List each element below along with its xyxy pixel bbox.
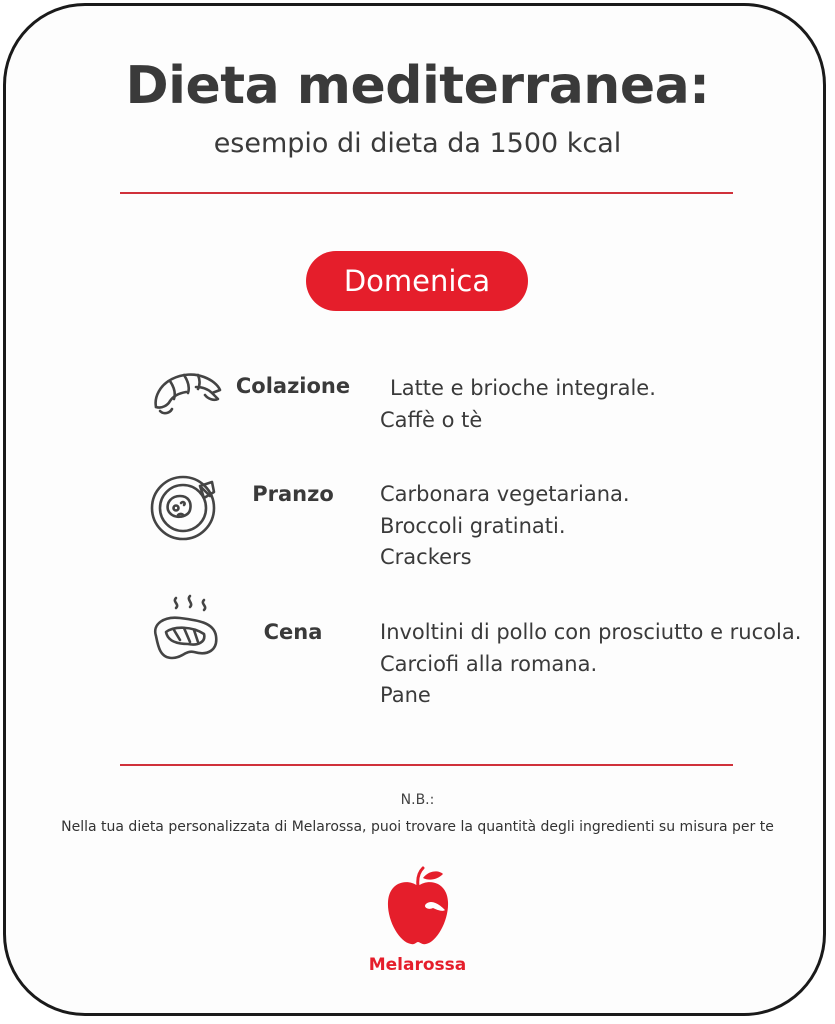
meal-item: Crackers <box>380 545 472 569</box>
meal-item: Carbonara vegetariana. <box>380 482 630 506</box>
page-title: Dieta mediterranea: <box>125 56 710 116</box>
croissant-icon <box>150 355 224 429</box>
meal-label-pranzo: Pranzo <box>252 482 334 506</box>
meal-item: Broccoli gratinati. <box>380 513 566 538</box>
meal-items-pranzo <box>380 479 630 574</box>
meal-item: Carciofi alla romana. <box>380 651 598 676</box>
top-divider <box>120 192 733 194</box>
page-subtitle: esempio di dieta da 1500 kcal <box>213 128 622 159</box>
meal-item: Caffè o tè <box>380 407 483 432</box>
meal-item: Pane <box>380 683 431 707</box>
steak-icon <box>148 592 222 666</box>
meal-label-colazione: Colazione <box>235 374 351 398</box>
plate-icon <box>148 470 222 544</box>
apple-logo-icon <box>385 866 451 948</box>
bottom-divider <box>120 764 733 766</box>
note-title: N.B.: <box>400 792 435 808</box>
day-badge: Domenica <box>306 251 528 311</box>
meal-item: Latte e brioche integrale. <box>390 376 656 400</box>
meal-label-cena: Cena <box>263 620 323 644</box>
meal-items-colazione <box>380 373 656 436</box>
brand-name: Melarossa <box>368 955 467 975</box>
meal-item: Involtini di pollo con prosciutto e rucola. <box>380 620 802 644</box>
meal-items-cena <box>380 617 801 712</box>
note-text: Nella tua dieta personalizzata di Melarossa, puoi trovare la quantità degli ingredienti su misura per te <box>61 819 774 835</box>
